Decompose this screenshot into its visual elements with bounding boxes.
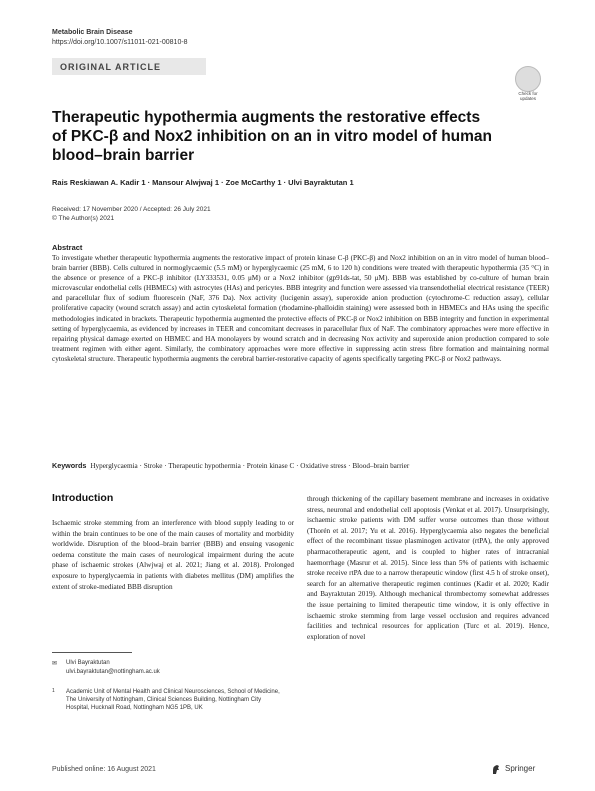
introduction-column-right: through thickening of the capillary basement membrane and increases in oxidative stress, neuronal and endothelial cell apoptosis (Venkat et al. 2017). Unsurprisingly, ischaemic stroke patients with DM suffer worse outcomes than those without (Thorén et al. 2017; Yu et al. 2016). Hyperglycaemia also negates the beneficial effect of the recombinant tissue plasminogen activator (rtPA), the only approved pharmacotherapeutic agent, and is coupled to higher rates of intracranial haemorrhage (Masrur et al. 2015). Since less than 5% of patients with ischaemic stroke receive rtPA due to a narrow therapeutic window (first 4.5 h of stroke onset), search for an alternative therapeutic regimen continues (Kadir et al. 2020; Kadir and Bayraktutan 2019). Although mechanical thrombectomy somewhat addresses the issue pertaining to limited therapeutic time window, it is only effective in ischaemic stroke stemming from large vessel occlusion and requires advanced facilities and technical resources for application (Turc et al. 2019). Hence, exploration of novel [307,495,549,641]
doi-link[interactable]: https://doi.org/10.1007/s11011-021-00810-8 [52,39,188,46]
keywords-list: Hyperglycaemia · Stroke · Therapeutic hypothermia · Protein kinase C · Oxidative stress · Blood–brain barrier [90,462,410,470]
keywords-label: Keywords [52,461,87,470]
journal-name: Metabolic Brain Disease [52,29,133,36]
footnote-divider [52,652,132,653]
check-for-updates-label[interactable]: Check for updates [518,91,538,101]
corresponding-author-name: Ulvi Bayraktutan [66,660,110,666]
introduction-column-left: Ischaemic stroke stemming from an interference with blood supply leading to or within the brain continues to be one of the main causes of mortality and morbidity worldwide. Disruption of the blood–brain barrier (BBB) and ensuing vasogenic oedema constitute the main cases of neurological impairment during the acute phase of ischaemic strokes (Alwjwaj et al. 2021; Jiang et al. 2018). Prolonged exposure to hyperglycaemia in patients with diabetes mellitus (DM) amplifies the extent of stroke-mediated BBB disruption [52,519,294,591]
article-title: Therapeutic hypothermia augments the restorative effects of PKC-β and Nox2 inhibition on an in vitro model of human blood–brain barrier [52,109,493,164]
email-envelope-icon: ✉ [52,661,58,667]
article-type-label: ORIGINAL ARTICLE [60,62,161,72]
abstract-text: To investigate whether therapeutic hypothermia augments the restorative impact of protein kinase C-β (PKC-β) and Nox2 inhibition on an in vitro model of human blood–brain barrier (BBB). Cells cultured in normoglycaemic (5.5 mM) or hyperglycaemic (25 mM, 6 to 120 h) conditions were treated with therapeutic hypothermia (35 °C) in the absence or presence of a PKC-β inhibitor (LY333531, 0.05 μM) or a Nox2 inhibitor (gp91ds-tat, 50 μM). BBB was established by co-culture of human brain microvascular endothelial cells (HBMECs) with astrocytes (HAs) and pericytes. BBB integrity and function were assessed via transendothelial electrical resistance (TEER) and paracellular flux of sodium fluorescein (NaF, 376 Da). Nox activity (lucigenin assay), superoxide anion production (cytochrome-C reduction assay), cellular proliferative capacity (wound scratch assay) and actin cytoskeletal formation (rhodamine-phalloidin staining) were assessed both in HBMECs and HAs using the specific methodologies indicated in brackets. Therapeutic hypothermia augmented the protective effects of PKC-β or Nox2 inhibition on BBB integrity and function in experimental setting of hyperglycaemia, as evidenced by increases in TEER and concomitant decreases in paracellular flux of NaF. The combinatory approaches were more effective in repairing physical damage exerted on HBMEC and HA monolayers by wound scratch and in decreasing Nox activity and superoxide anion production compared to sole treatment regimen with either agent. Similarly, the combinatory approaches were more effective in suppressing actin stress fibre formation and maintaining normal cytoskeletal structure. Therapeutic hypothermia augments the cerebral barrier-restorative capacity of agents specifically targeting PKC-β or Nox2 pathways. [52,254,549,363]
copyright-notice: © The Author(s) 2021 [52,215,115,222]
author-list: Rais Reskiawan A. Kadir 1 · Mansour Alwjwaj 1 · Zoe McCarthy 1 · Ulvi Bayraktutan 1 [52,178,354,187]
publisher-name: Springer [505,764,536,773]
received-accepted-dates: Received: 17 November 2020 / Accepted: 26 July 2021 [52,206,211,213]
published-online-date: Published online: 16 August 2021 [52,766,156,773]
affiliation-text: Academic Unit of Mental Health and Clinical Neurosciences, School of Medicine, The University of Nottingham, Clinical Sciences Building, Nottingham City Hospital, Hucknall Road, Nottingham NG5 1PB, UK [66,689,280,712]
keywords-line [52,461,549,470]
springer-horse-icon [491,764,501,775]
check-for-updates-icon[interactable] [515,66,541,92]
introduction-heading: Introduction [52,492,114,504]
corresponding-author-email[interactable]: ulvi.bayraktutan@nottingham.ac.uk [66,669,160,675]
abstract-heading: Abstract [52,243,83,252]
affiliation-marker: 1 [52,688,55,694]
